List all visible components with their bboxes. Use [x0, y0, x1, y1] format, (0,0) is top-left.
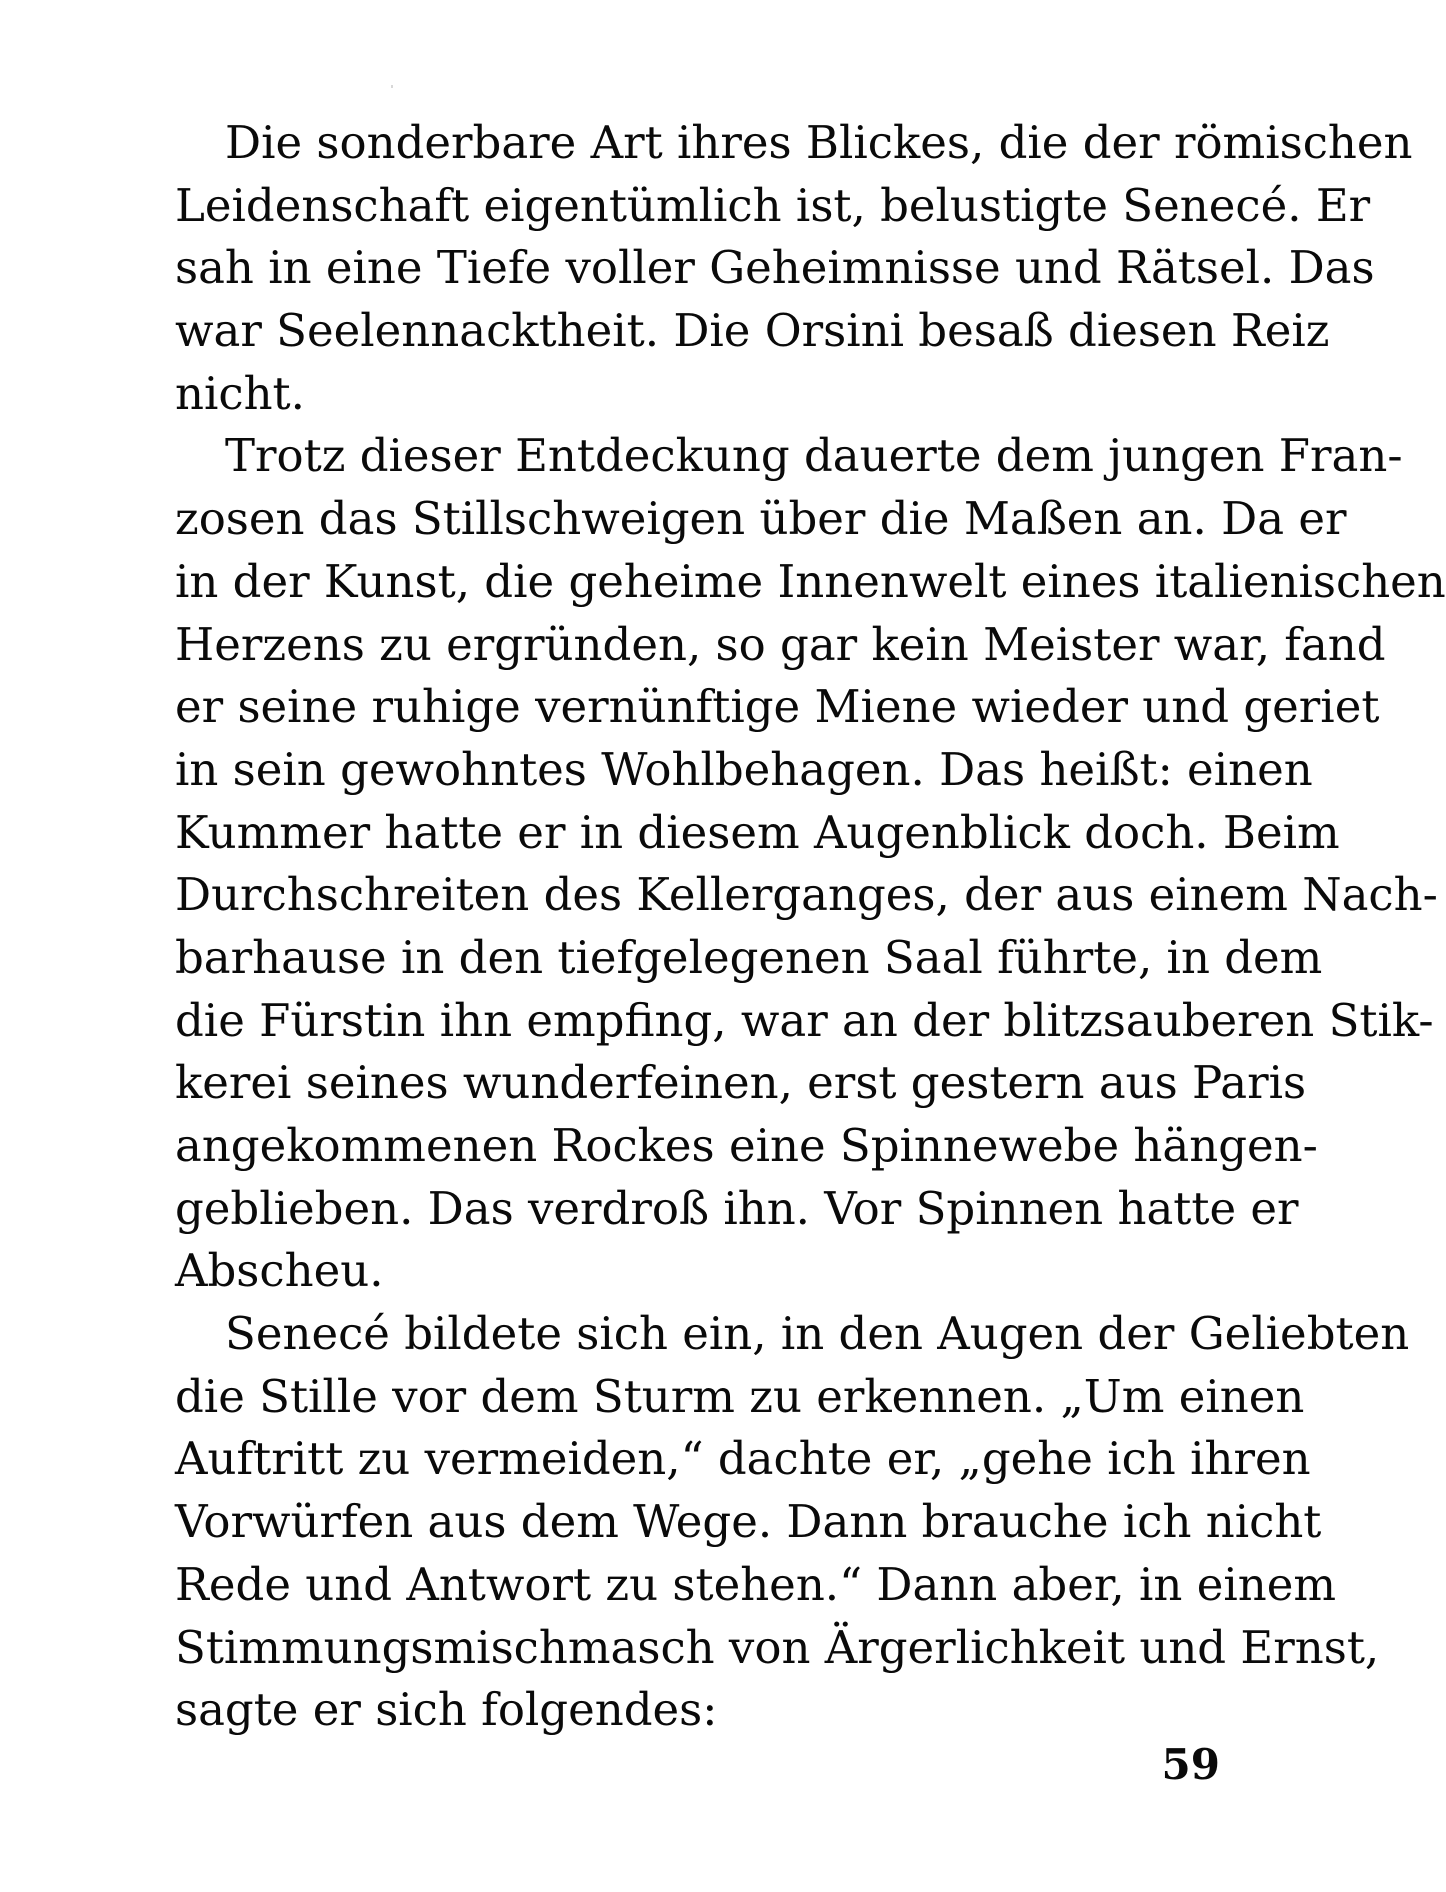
text-line: Abscheu.	[175, 1244, 384, 1298]
text-line: in der Kunst, die geheime Innenwelt eines italienischen	[175, 554, 1446, 608]
text-line: Rede und Antwort zu stehen.“ Dann aber, in einem	[175, 1557, 1337, 1611]
text-line: Trotz dieser Entdeckung dauerte dem jungen Fran-	[225, 429, 1403, 483]
text-line: zosen das Stillschweigen über die Maßen an. Da er	[175, 492, 1347, 546]
text-line: in sein gewohntes Wohlbehagen. Das heißt: einen	[175, 742, 1313, 796]
paper-speck	[391, 85, 393, 88]
text-line: angekommenen Rockes eine Spinnewebe hängen-	[175, 1119, 1318, 1172]
text-line: kerei seines wunderfeinen, erst gestern aus Paris	[175, 1056, 1307, 1110]
text-line: Herzens zu ergründen, so gar kein Meister war, fand	[175, 617, 1386, 671]
body-text	[175, 112, 1446, 1742]
text-line: war Seelennacktheit. Die Orsini besaß diesen Reiz	[175, 304, 1330, 358]
page-number: 59	[1161, 1740, 1220, 1789]
text-line: er seine ruhige vernünftige Miene wieder und geriet	[175, 680, 1380, 734]
text-line: barhause in den tiefgelegenen Saal führte, in dem	[175, 930, 1323, 984]
text-line: Kummer hatte er in diesem Augenblick doch. Beim	[175, 805, 1340, 859]
text-line: Leidenschaft eigentümlich ist, belustigte Senecé. Er	[175, 178, 1371, 232]
text-line: sah in eine Tiefe voller Geheimnisse und Rätsel. Das	[175, 241, 1375, 295]
text-line: Durchschreiten des Kellerganges, der aus einem Nach-	[175, 868, 1438, 922]
text-line: geblieben. Das verdroß ihn. Vor Spinnen hatte er	[175, 1181, 1299, 1235]
text-line: Die sonderbare Art ihres Blickes, die der römischen	[225, 116, 1413, 169]
text-line: Auftritt zu vermeiden,“ dachte er, „gehe ich ihren	[175, 1432, 1311, 1486]
text-line: sagte er sich folgendes:	[175, 1683, 718, 1737]
text-line: die Fürstin ihn empfing, war an der blitzsauberen Stik-	[175, 993, 1434, 1047]
text-line: Vorwürfen aus dem Wege. Dann brauche ich nicht	[175, 1495, 1322, 1549]
text-line: die Stille vor dem Sturm zu erkennen. „Um einen	[175, 1369, 1305, 1423]
text-line: Stimmungsmischmasch von Ärgerlichkeit und Ernst,	[175, 1620, 1380, 1674]
text-line: Senecé bildete sich ein, in den Augen der Geliebten	[225, 1307, 1410, 1361]
text-line: nicht.	[175, 366, 305, 420]
